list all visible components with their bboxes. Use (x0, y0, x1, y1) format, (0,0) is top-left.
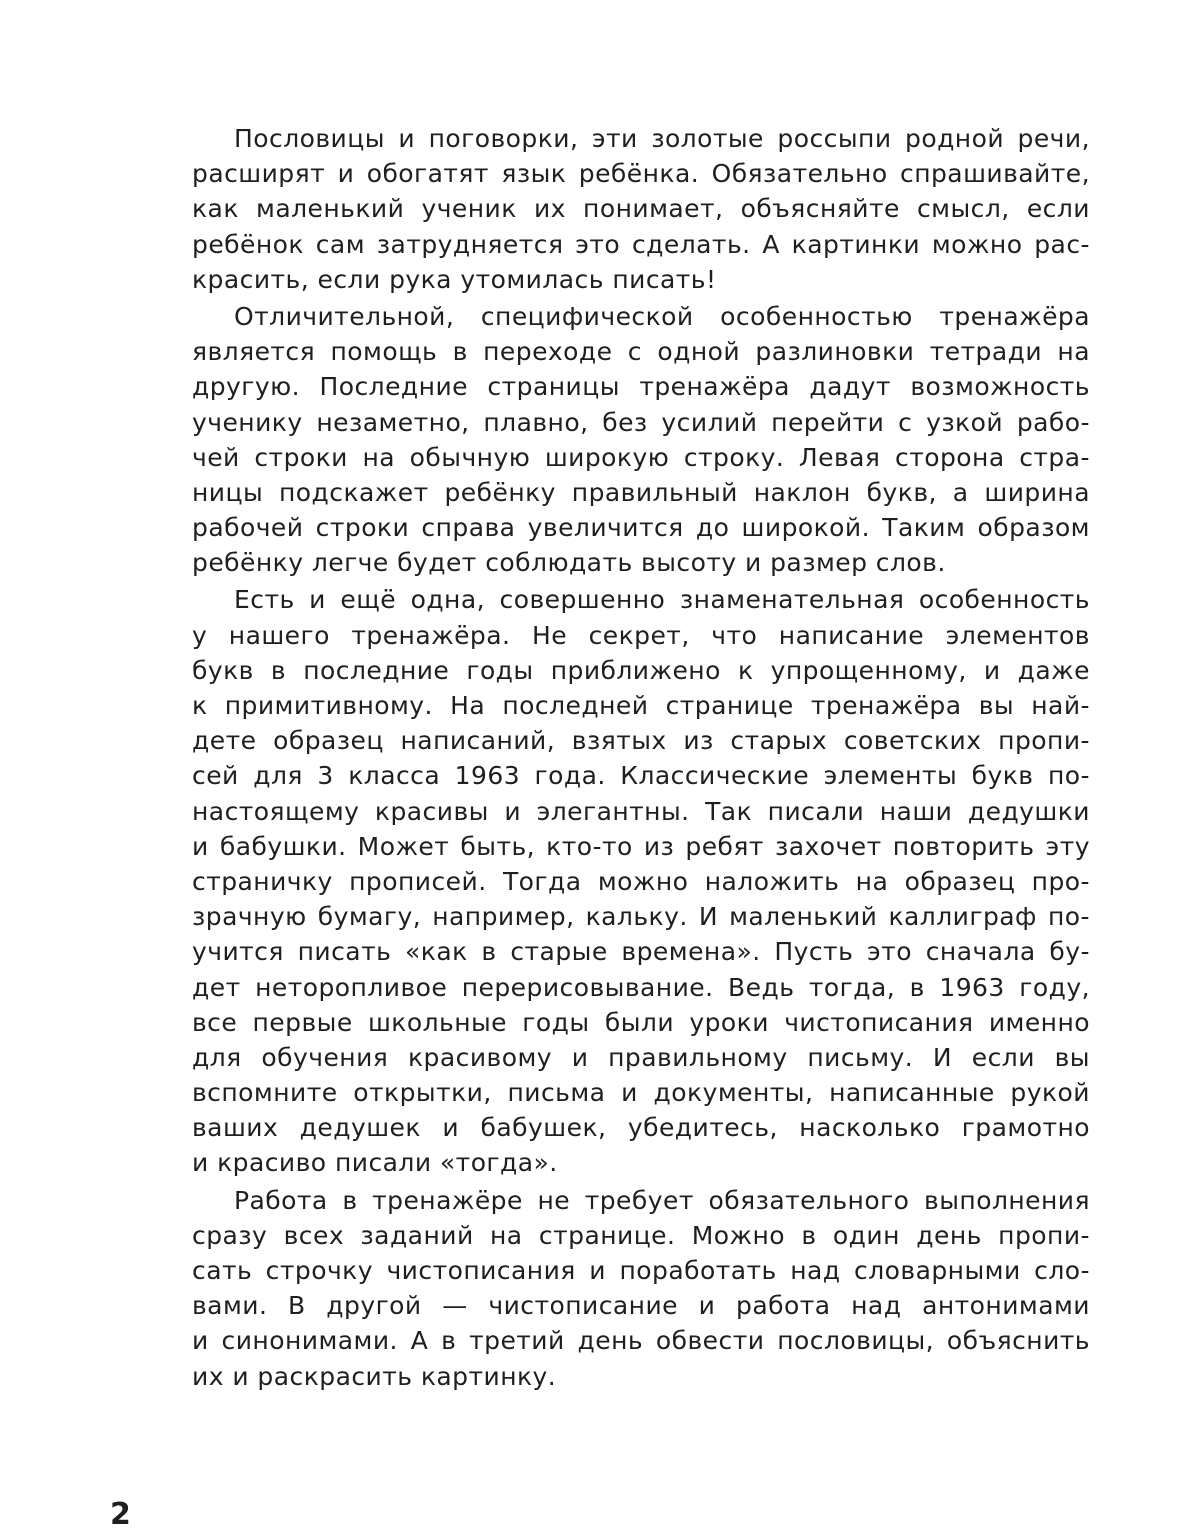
text-line: учится писать «как в старые времена». Пусть это сначала бу- (192, 937, 1090, 967)
text-line: у нашего тренажёра. Не секрет, что написание элементов (192, 620, 1090, 650)
paragraph (192, 1183, 1090, 1394)
text-line: страничку прописей. Тогда можно наложить на образец про- (192, 866, 1090, 896)
text-line: дет неторопливое перерисовывание. Ведь тогда, в 1963 году, (192, 972, 1090, 1002)
page-number: 2 (110, 1497, 131, 1532)
paragraph (192, 121, 1090, 297)
text-line: и синонимами. А в третий день обвести пословицы, объяснить (192, 1326, 1090, 1356)
text-line: букв в последние годы приближено к упрощенному, и даже (192, 655, 1090, 685)
text-line: сать строчку чистописания и поработать над словарными сло- (192, 1256, 1090, 1285)
text-line: рабочей строки справа увеличится до широкой. Таким образом (192, 513, 1090, 543)
text-line: вами. В другой — чистописание и работа над антонимами (192, 1291, 1090, 1321)
paragraph (192, 582, 1090, 1180)
paragraph (192, 299, 1090, 581)
text-line: и бабушки. Может быть, кто-то из ребят захочет повторить эту (192, 831, 1090, 861)
text-line: и красиво писали «тогда». (192, 1148, 558, 1178)
text-line: зрачную бумагу, например, кальку. И маленький каллиграф по- (192, 902, 1090, 932)
text-line: Есть и ещё одна, совершенно знаменательная особенность (234, 585, 1090, 615)
text-line: ребёнок сам затрудняется это сделать. А картинки можно рас- (192, 229, 1090, 259)
text-line: красить, если рука утомилась писать! (192, 264, 717, 294)
text-line: для обучения красивому и правильному письму. И если вы (192, 1042, 1090, 1072)
text-line: Пословицы и поговорки, эти золотые россыпи родной речи, (234, 124, 1090, 153)
body-text (192, 121, 1090, 1394)
text-line: ученику незаметно, плавно, без усилий перейти с узкой рабо- (192, 407, 1090, 437)
text-line: ваших дедушек и бабушек, убедитесь, насколько грамотно (192, 1113, 1090, 1143)
text-line: ребёнку легче будет соблюдать высоту и размер слов. (192, 548, 946, 578)
text-line: Отличительной, специфической особенностью тренажёра (234, 301, 1090, 331)
text-line: расширят и обогатят язык ребёнка. Обязательно спрашивайте, (192, 159, 1090, 189)
text-line: сразу всех заданий на странице. Можно в один день пропи- (192, 1220, 1090, 1250)
text-line: является помощь в переходе с одной разлиновки тетради на (192, 337, 1090, 367)
text-line: ницы подскажет ребёнку правильный наклон букв, а ширина (192, 477, 1090, 507)
text-line: вспомните открытки, письма и документы, написанные рукой (192, 1078, 1090, 1108)
text-line: как маленький ученик их понимает, объясняйте смысл, если (192, 194, 1090, 224)
text-line: все первые школьные годы были уроки чистописания именно (192, 1007, 1090, 1037)
text-line: Работа в тренажёре не требует обязательного выполнения (234, 1185, 1090, 1215)
text-line: чей строки на обычную широкую строку. Левая сторона стра- (192, 442, 1090, 472)
text-line: дете образец написаний, взятых из старых советских пропи- (192, 726, 1090, 756)
text-line: их и раскрасить картинку. (192, 1361, 557, 1391)
text-line: другую. Последние страницы тренажёра дадут возможность (192, 372, 1090, 402)
text-line: к примитивному. На последней странице тренажёра вы най- (192, 691, 1090, 720)
text-line: сей для 3 класса 1963 года. Классические элементы букв по- (192, 761, 1090, 791)
text-line: настоящему красивы и элегантны. Так писали наши дедушки (192, 796, 1090, 826)
